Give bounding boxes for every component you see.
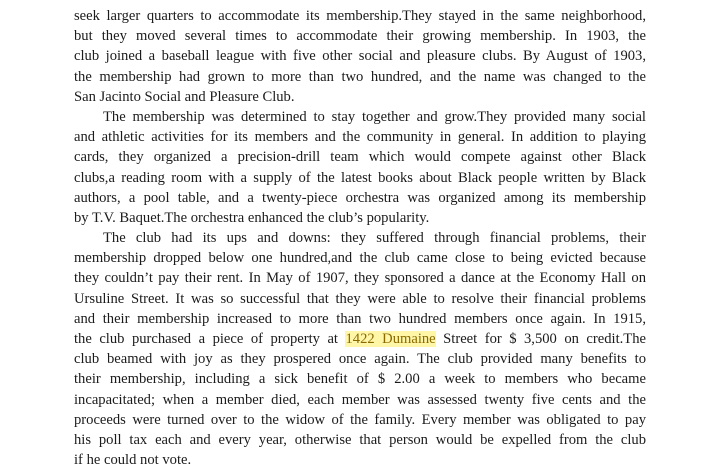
paragraph-1 xyxy=(74,6,646,107)
text-line: but they moved several times to accommodate their growing membership. In 1903, the xyxy=(74,28,646,45)
document-page xyxy=(74,6,646,470)
paragraph-3 xyxy=(74,228,646,470)
text-line: proceeds were turned over to the widow of the family. Every member was obligated to pay xyxy=(74,411,646,428)
text-line: the membership had grown to more than two hundred, and the name was changed to the xyxy=(74,68,646,85)
text-line: club joined a baseball league with five other social and pleasure clubs. By August of 1903, xyxy=(74,48,646,65)
text-line: authors, a pool table, and a twenty-piece orchestra was organized among its membership xyxy=(74,189,646,206)
text-line-with-highlight xyxy=(74,329,646,349)
text-line: Ursuline Street. It was so successful that they were able to resolve their financial problems xyxy=(74,290,646,307)
text-segment: Street for $ 3,500 on credit.The xyxy=(435,331,646,347)
text-line: they couldn’t pay their rent. In May of 1907, they sponsored a dance at the Economy Hall on xyxy=(74,270,646,287)
text-line: club beamed with joy as they prospered once again. The club provided many benefits to xyxy=(74,351,646,368)
text-line: by T.V. Baquet.The orchestra enhanced the club’s popularity. xyxy=(74,209,430,226)
text-line: and athletic activities for its members and the community in general. In addition to playing xyxy=(74,129,646,146)
text-line: his poll tax each and every year, otherwise that person would be expelled from the club xyxy=(74,431,646,448)
text-line: cards, they organized a precision-drill team which would compete against other Black xyxy=(74,149,646,166)
text-line: membership dropped below one hundred,and the club came close to being evicted because xyxy=(74,250,646,267)
text-line: San Jacinto Social and Pleasure Club. xyxy=(74,88,295,105)
highlighted-address: 1422 Dumaine xyxy=(345,331,436,347)
text-segment: the club purchased a piece of property at xyxy=(74,331,346,347)
text-line: The club had its ups and downs: they suffered through financial problems, their xyxy=(103,230,646,247)
text-line: The membership was determined to stay together and grow.They provided many social xyxy=(103,108,646,125)
text-line: seek larger quarters to accommodate its membership.They stayed in the same neighborhood, xyxy=(74,8,646,24)
text-line: and their membership increased to more than two hundred members once again. In 1915, xyxy=(74,310,646,327)
text-line: their membership, including a sick benefit of $ 2.00 a week to members who became xyxy=(74,371,646,388)
text-line: incapacitated; when a member died, each member was assessed twenty five cents and the xyxy=(74,391,646,408)
text-line: clubs,a reading room with a supply of the latest books about Black people written by Black xyxy=(74,169,646,186)
text-line: if he could not vote. xyxy=(74,452,192,469)
paragraph-2 xyxy=(74,107,646,228)
